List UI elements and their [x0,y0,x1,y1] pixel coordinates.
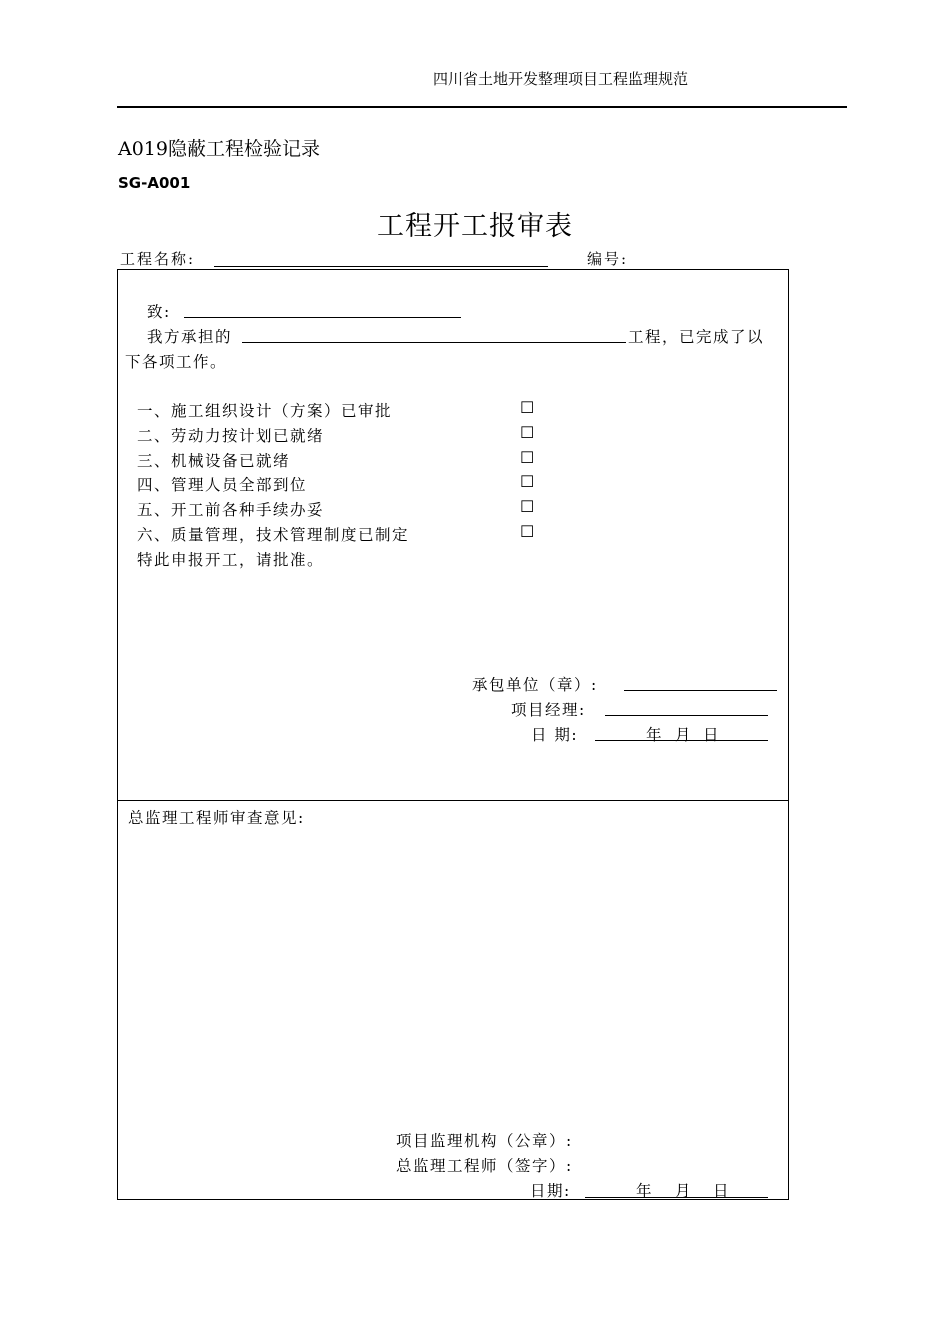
request-text: 特此申报开工，请批准。 [137,551,325,569]
review-label: 总监理工程师审查意见: [128,809,305,827]
date-label: 日 期: [531,726,579,744]
intro-prefix: 我方承担的 [147,328,233,346]
item-text: 三、机械设备已就绪 [137,452,291,470]
item-checkbox[interactable]: ☐ [520,448,535,467]
item-text: 五、开工前各种手续办妥 [137,501,325,519]
project-name-field[interactable] [214,266,548,267]
item-checkbox[interactable]: ☐ [520,398,535,417]
to-field[interactable] [184,317,461,318]
date-month: 月 [675,726,693,744]
manager-label: 项目经理: [511,701,586,719]
item-checkbox[interactable]: ☐ [520,472,535,491]
item-text: 六、质量管理，技术管理制度已制定 [137,526,410,544]
form-title: 工程开工报审表 [377,211,573,242]
date-year: 年 [646,726,664,744]
contractor-field[interactable] [624,690,777,691]
date2-label: 日期: [530,1182,571,1200]
item-checkbox[interactable]: ☐ [520,423,535,442]
item-text: 一、施工组织设计（方案）已审批 [137,402,393,420]
date2-month: 月 [675,1182,693,1200]
to-label: 致: [147,303,171,321]
intro-line-2: 下各项工作。 [125,353,228,371]
intro-suffix: 工程，已完成了以 [628,328,765,346]
contractor-label: 承包单位（章）: [472,676,598,694]
project-field[interactable] [242,342,626,343]
item-text: 二、劳动力按计划已就绪 [137,427,325,445]
agency-label: 项目监理机构（公章）: [396,1132,573,1150]
section-heading: A019隐蔽工程检验记录 [118,138,320,160]
running-header: 四川省土地开发整理项目工程监理规范 [433,70,689,88]
number-label: 编号: [587,250,629,268]
date-day: 日 [703,726,721,744]
item-checkbox[interactable]: ☐ [520,522,535,541]
date2-day: 日 [713,1182,731,1200]
manager-field[interactable] [605,715,768,716]
item-text: 四、管理人员全部到位 [137,476,308,494]
item-checkbox[interactable]: ☐ [520,497,535,516]
chief-engineer-label: 总监理工程师（签字）: [396,1157,573,1175]
project-name-label: 工程名称: [120,250,196,268]
date2-year: 年 [636,1182,654,1200]
form-code: SG-A001 [118,174,191,192]
header-rule [117,106,847,108]
